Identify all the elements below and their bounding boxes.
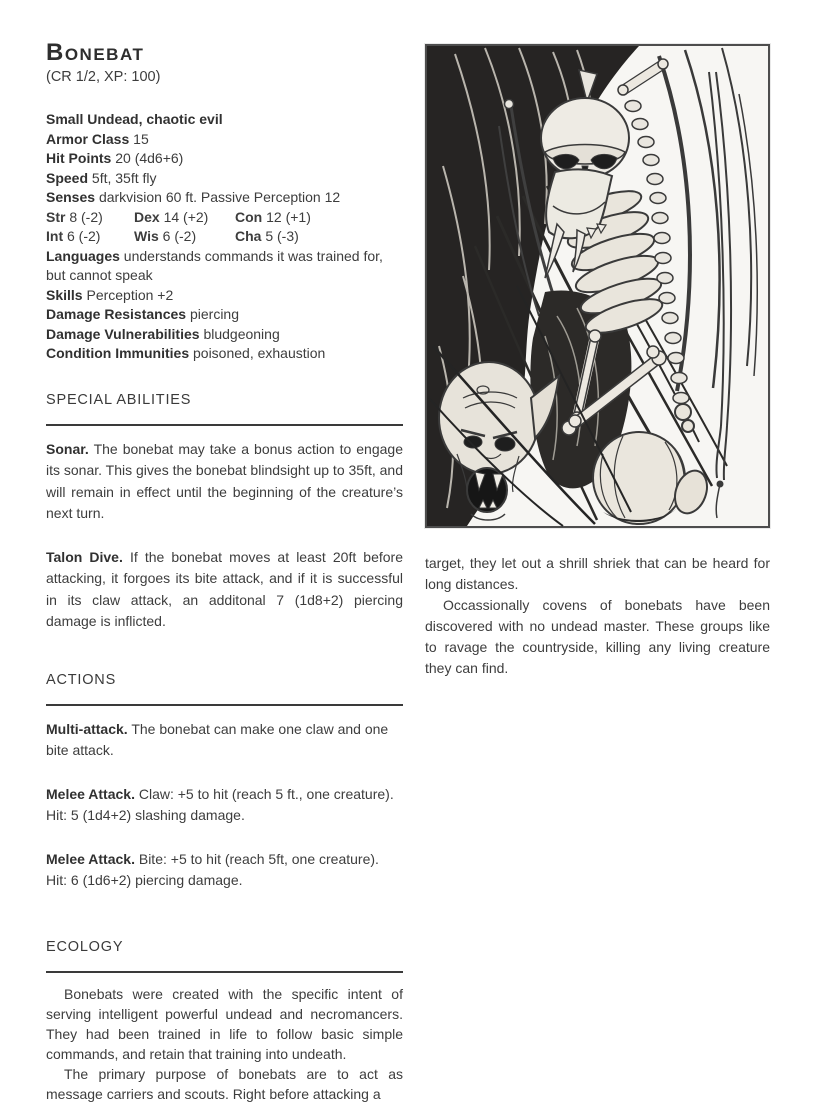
section-rule [46, 971, 403, 973]
creature-type-line: Small Undead, chaotic evil [46, 111, 223, 127]
ability-str: Str 8 (-2) [46, 208, 103, 225]
ability-int: Int 6 (-2) [46, 228, 101, 244]
right-column [425, 44, 770, 679]
ability-cha: Cha 5 (-3) [235, 228, 299, 244]
page-title: Bonebat [46, 39, 145, 66]
ability-wis: Wis 6 (-2) [134, 228, 197, 244]
entry-talon-dive: Talon Dive. If the bonebat moves at least 20ft before attacking, it forgoes its bite attack, and if it is successful in its claw attack, an additonal 7 (1d8+2) piercing damage is inflicted. [46, 548, 404, 629]
entry-sonar: Sonar. The bonebat may take a bonus action to engage its sonar. This gives the bonebat blindsight up to 35ft, and will remain in effect until the beginning of the creature’s next turn. [46, 440, 403, 521]
bonebat-illustration [425, 44, 770, 528]
right-column-paragraph-2: Occassionally covens of bonebats have been discovered with no undead master. These groups like to ravage the countryside, killing any living creature they can find. [425, 597, 770, 676]
hit-points-line: Hit Points 20 (4d6+6) [46, 150, 184, 166]
ability-con: Con 12 (+1) [235, 208, 311, 225]
special-abilities-heading: SPECIAL ABILITIES [46, 391, 192, 408]
ecology-paragraph-1: Bonebats were created with the specific intent of serving intelligent powerful undead and necromancers. They had been trained in life to follow basic simple commands, and retain that training into undeath. [46, 985, 403, 1062]
actions-heading: ACTIONS [46, 671, 117, 688]
ecology-section [46, 938, 403, 1104]
condition-immunities-line: Condition Immunities poisoned, exhaustion [46, 345, 326, 361]
ability-dex: Dex 14 (+2) [134, 208, 209, 225]
languages-line: Languages understands commands it was trained for, but cannot speak [46, 247, 383, 283]
entry-melee-attack-bite: Melee Attack. Bite: +5 to hit (reach 5ft, one creature). Hit: 6 (1d6+2) piercing damage. [46, 850, 379, 888]
ecology-heading: ECOLOGY [46, 938, 124, 955]
damage-vulnerabilities-line: Damage Vulnerabilities bludgeoning [46, 325, 280, 342]
right-column-text [425, 553, 770, 679]
skills-line: Skills Perception +2 [46, 286, 174, 303]
damage-resistances-line: Damage Resistances piercing [46, 306, 239, 322]
entry-multi-attack: Multi-attack. The bonebat can make one claw and one bite attack. [46, 720, 389, 758]
left-column [46, 40, 403, 1104]
ability-scores-table [46, 208, 403, 247]
bonebat-illustration-svg [427, 46, 768, 526]
armor-class-line: Armor Class 15 [46, 130, 149, 147]
actions-section [46, 671, 403, 892]
section-rule [46, 704, 403, 706]
section-rule [46, 424, 403, 426]
speed-line: Speed 5ft, 35ft fly [46, 169, 157, 186]
special-abilities-section [46, 391, 403, 633]
cr-xp-line: (CR 1/2, XP: 100) [46, 69, 161, 85]
senses-line: Senses darkvision 60 ft. Passive Perception 12 [46, 189, 341, 205]
stat-block [46, 110, 403, 364]
ecology-text [46, 984, 403, 1104]
entry-melee-attack-claw: Melee Attack. Claw: +5 to hit (reach 5 ft., one creature). Hit: 5 (1d4+2) slashing damage. [46, 785, 394, 823]
ecology-paragraph-2: The primary purpose of bonebats are to act as message carriers and scouts. Right before attacking a [46, 1065, 403, 1102]
right-column-paragraph-1: target, they let out a shrill shriek that can be heard for long distances. [425, 555, 770, 592]
